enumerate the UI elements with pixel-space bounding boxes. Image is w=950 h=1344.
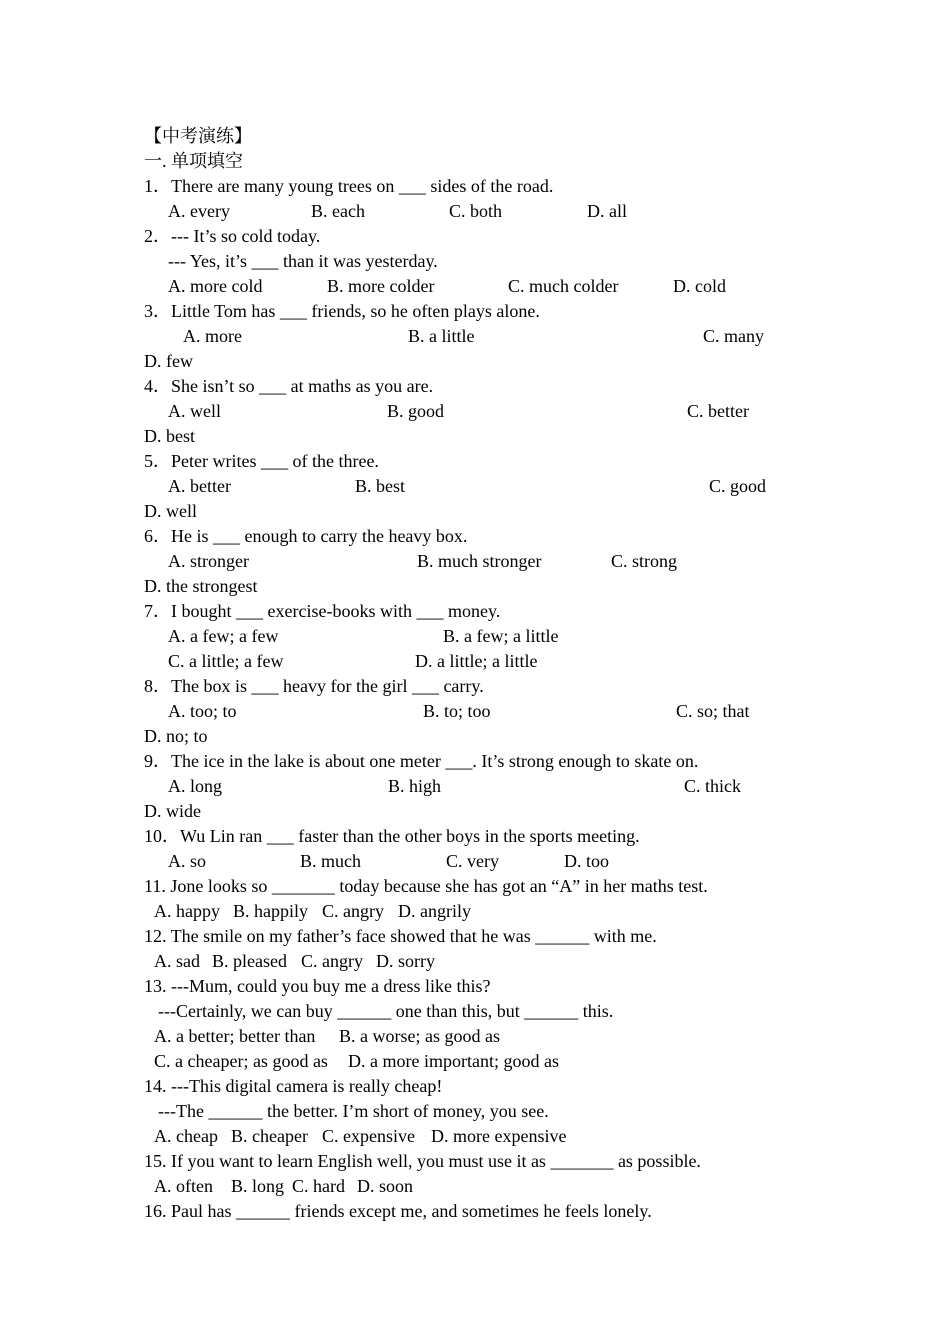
q14-option-b: B. cheaper [231,1126,308,1146]
question-16-stem: 16. Paul has ______ friends except me, and sometimes he feels lonely. [144,1201,652,1221]
options-row [0,724,950,749]
options-row [0,474,950,499]
q11-option-b: B. happily [233,901,308,921]
q13-option-a: A. a better; better than [154,1026,316,1046]
q4-option-b: B. good [387,401,445,421]
q12-option-a: A. sad [154,951,200,971]
q14-option-c: C. expensive [322,1126,415,1146]
q7-option-c: C. a little; a few [168,651,284,671]
q9-option-d: D. wide [144,801,201,821]
q10-option-d: D. too [564,851,609,871]
question-7-stem: 7．I bought ___ exercise-books with ___ money. [144,601,501,621]
q14-option-a: A. cheap [154,1126,218,1146]
question-stem [0,224,950,249]
q8-option-b: B. to; too [423,701,491,721]
question-13-stem-line-2: ---Certainly, we can buy ______ one than this, but ______ this. [158,1001,614,1021]
q5-option-c: C. good [709,476,767,496]
options-row [0,199,950,224]
options-row [0,774,950,799]
q11-option-a: A. happy [154,901,220,921]
q15-option-b: B. long [231,1176,285,1196]
q6-option-a: A. stronger [168,551,249,571]
q2-option-a: A. more cold [168,276,263,296]
question-stem [0,599,950,624]
q3-option-d: D. few [144,351,193,371]
q1-option-c: C. both [449,201,503,221]
q15-option-d: D. soon [357,1176,414,1196]
q13-option-b: B. a worse; as good as [339,1026,500,1046]
question-6-stem: 6．He is ___ enough to carry the heavy box. [144,526,468,546]
options-row [0,1124,950,1149]
question-stem [0,524,950,549]
q6-option-b: B. much stronger [417,551,542,571]
q4-option-a: A. well [168,401,221,421]
question-stem [0,374,950,399]
options-row [0,949,950,974]
q1-option-b: B. each [311,201,365,221]
question-stem [0,1099,950,1124]
options-row [0,1049,950,1074]
question-stem [0,299,950,324]
options-row [0,549,950,574]
q8-option-a: A. too; to [168,701,237,721]
question-stem [0,749,950,774]
q8-option-d: D. no; to [144,726,208,746]
q12-option-d: D. sorry [376,951,435,971]
q5-option-b: B. best [355,476,406,496]
part-title-line [0,149,950,174]
options-row [0,324,950,349]
question-stem [0,1149,950,1174]
options-row [0,899,950,924]
q8-option-c: C. so; that [676,701,750,721]
options-row [0,849,950,874]
question-3-stem: 3．Little Tom has ___ friends, so he often plays alone. [144,301,540,321]
question-15-stem: 15. If you want to learn English well, you must use it as _______ as possible. [144,1151,701,1171]
options-row [0,649,950,674]
options-row [0,399,950,424]
q12-option-c: C. angry [301,951,363,971]
q15-option-a: A. often [154,1176,213,1196]
question-stem [0,1074,950,1099]
part-title: 一. 单项填空 [144,151,243,171]
q11-option-d: D. angrily [398,901,471,921]
question-8-stem: 8．The box is ___ heavy for the girl ___ carry. [144,676,484,696]
question-stem [0,449,950,474]
q9-option-c: C. thick [684,776,741,796]
q5-option-a: A. better [168,476,231,496]
q2-option-d: D. cold [673,276,726,296]
q9-option-a: A. long [168,776,222,796]
question-1-stem: 1．There are many young trees on ___ sides of the road. [144,176,554,196]
q9-option-b: B. high [388,776,442,796]
q7-option-b: B. a few; a little [443,626,559,646]
question-10-stem: 10．Wu Lin ran ___ faster than the other boys in the sports meeting. [144,826,640,846]
options-row [0,274,950,299]
question-5-stem: 5．Peter writes ___ of the three. [144,451,379,471]
q3-option-c: C. many [703,326,764,346]
options-row [0,699,950,724]
options-row [0,1174,950,1199]
q12-option-b: B. pleased [212,951,287,971]
q6-option-d: D. the strongest [144,576,258,596]
q7-option-d: D. a little; a little [415,651,538,671]
question-13-stem: 13. ---Mum, could you buy me a dress like this? [144,976,491,996]
question-12-stem: 12. The smile on my father’s face showed that he was ______ with me. [144,926,657,946]
question-stem [0,924,950,949]
q5-option-d: D. well [144,501,197,521]
question-14-stem-line-2: ---The ______ the better. I’m short of money, you see. [158,1101,549,1121]
question-9-stem: 9．The ice in the lake is about one meter ___. It’s strong enough to skate on. [144,751,699,771]
question-stem [0,1199,950,1224]
q13-option-c: C. a cheaper; as good as [154,1051,328,1071]
question-stem [0,249,950,274]
question-stem [0,174,950,199]
q1-option-a: A. every [168,201,230,221]
q4-option-d: D. best [144,426,195,446]
q13-option-d: D. a more important; good as [348,1051,559,1071]
question-stem [0,874,950,899]
q14-option-d: D. more expensive [431,1126,567,1146]
question-14-stem: 14. ---This digital camera is really cheap! [144,1076,443,1096]
question-2-stem-line-2: --- Yes, it’s ___ than it was yesterday. [168,251,438,271]
q15-option-c: C. hard [292,1176,345,1196]
options-row [0,349,950,374]
q3-option-b: B. a little [408,326,475,346]
section-title-line [0,124,950,149]
options-row [0,574,950,599]
q2-option-c: C. much colder [508,276,619,296]
q10-option-c: C. very [446,851,499,871]
question-stem [0,674,950,699]
options-row [0,424,950,449]
options-row [0,624,950,649]
options-row [0,799,950,824]
question-4-stem: 4．She isn’t so ___ at maths as you are. [144,376,434,396]
question-2-stem: 2．--- It’s so cold today. [144,226,321,246]
q6-option-c: C. strong [611,551,678,571]
q10-option-b: B. much [300,851,361,871]
options-row [0,499,950,524]
q2-option-b: B. more colder [327,276,435,296]
q4-option-c: C. better [687,401,749,421]
q11-option-c: C. angry [322,901,384,921]
options-row [0,1024,950,1049]
question-stem [0,824,950,849]
question-stem [0,999,950,1024]
question-11-stem: 11. Jone looks so _______ today because she has got an “A” in her maths test. [144,876,708,896]
q7-option-a: A. a few; a few [168,626,279,646]
q1-option-d: D. all [587,201,627,221]
section-title: 【中考演练】 [144,126,252,146]
q10-option-a: A. so [168,851,207,871]
q3-option-a: A. more [183,326,242,346]
question-stem [0,974,950,999]
